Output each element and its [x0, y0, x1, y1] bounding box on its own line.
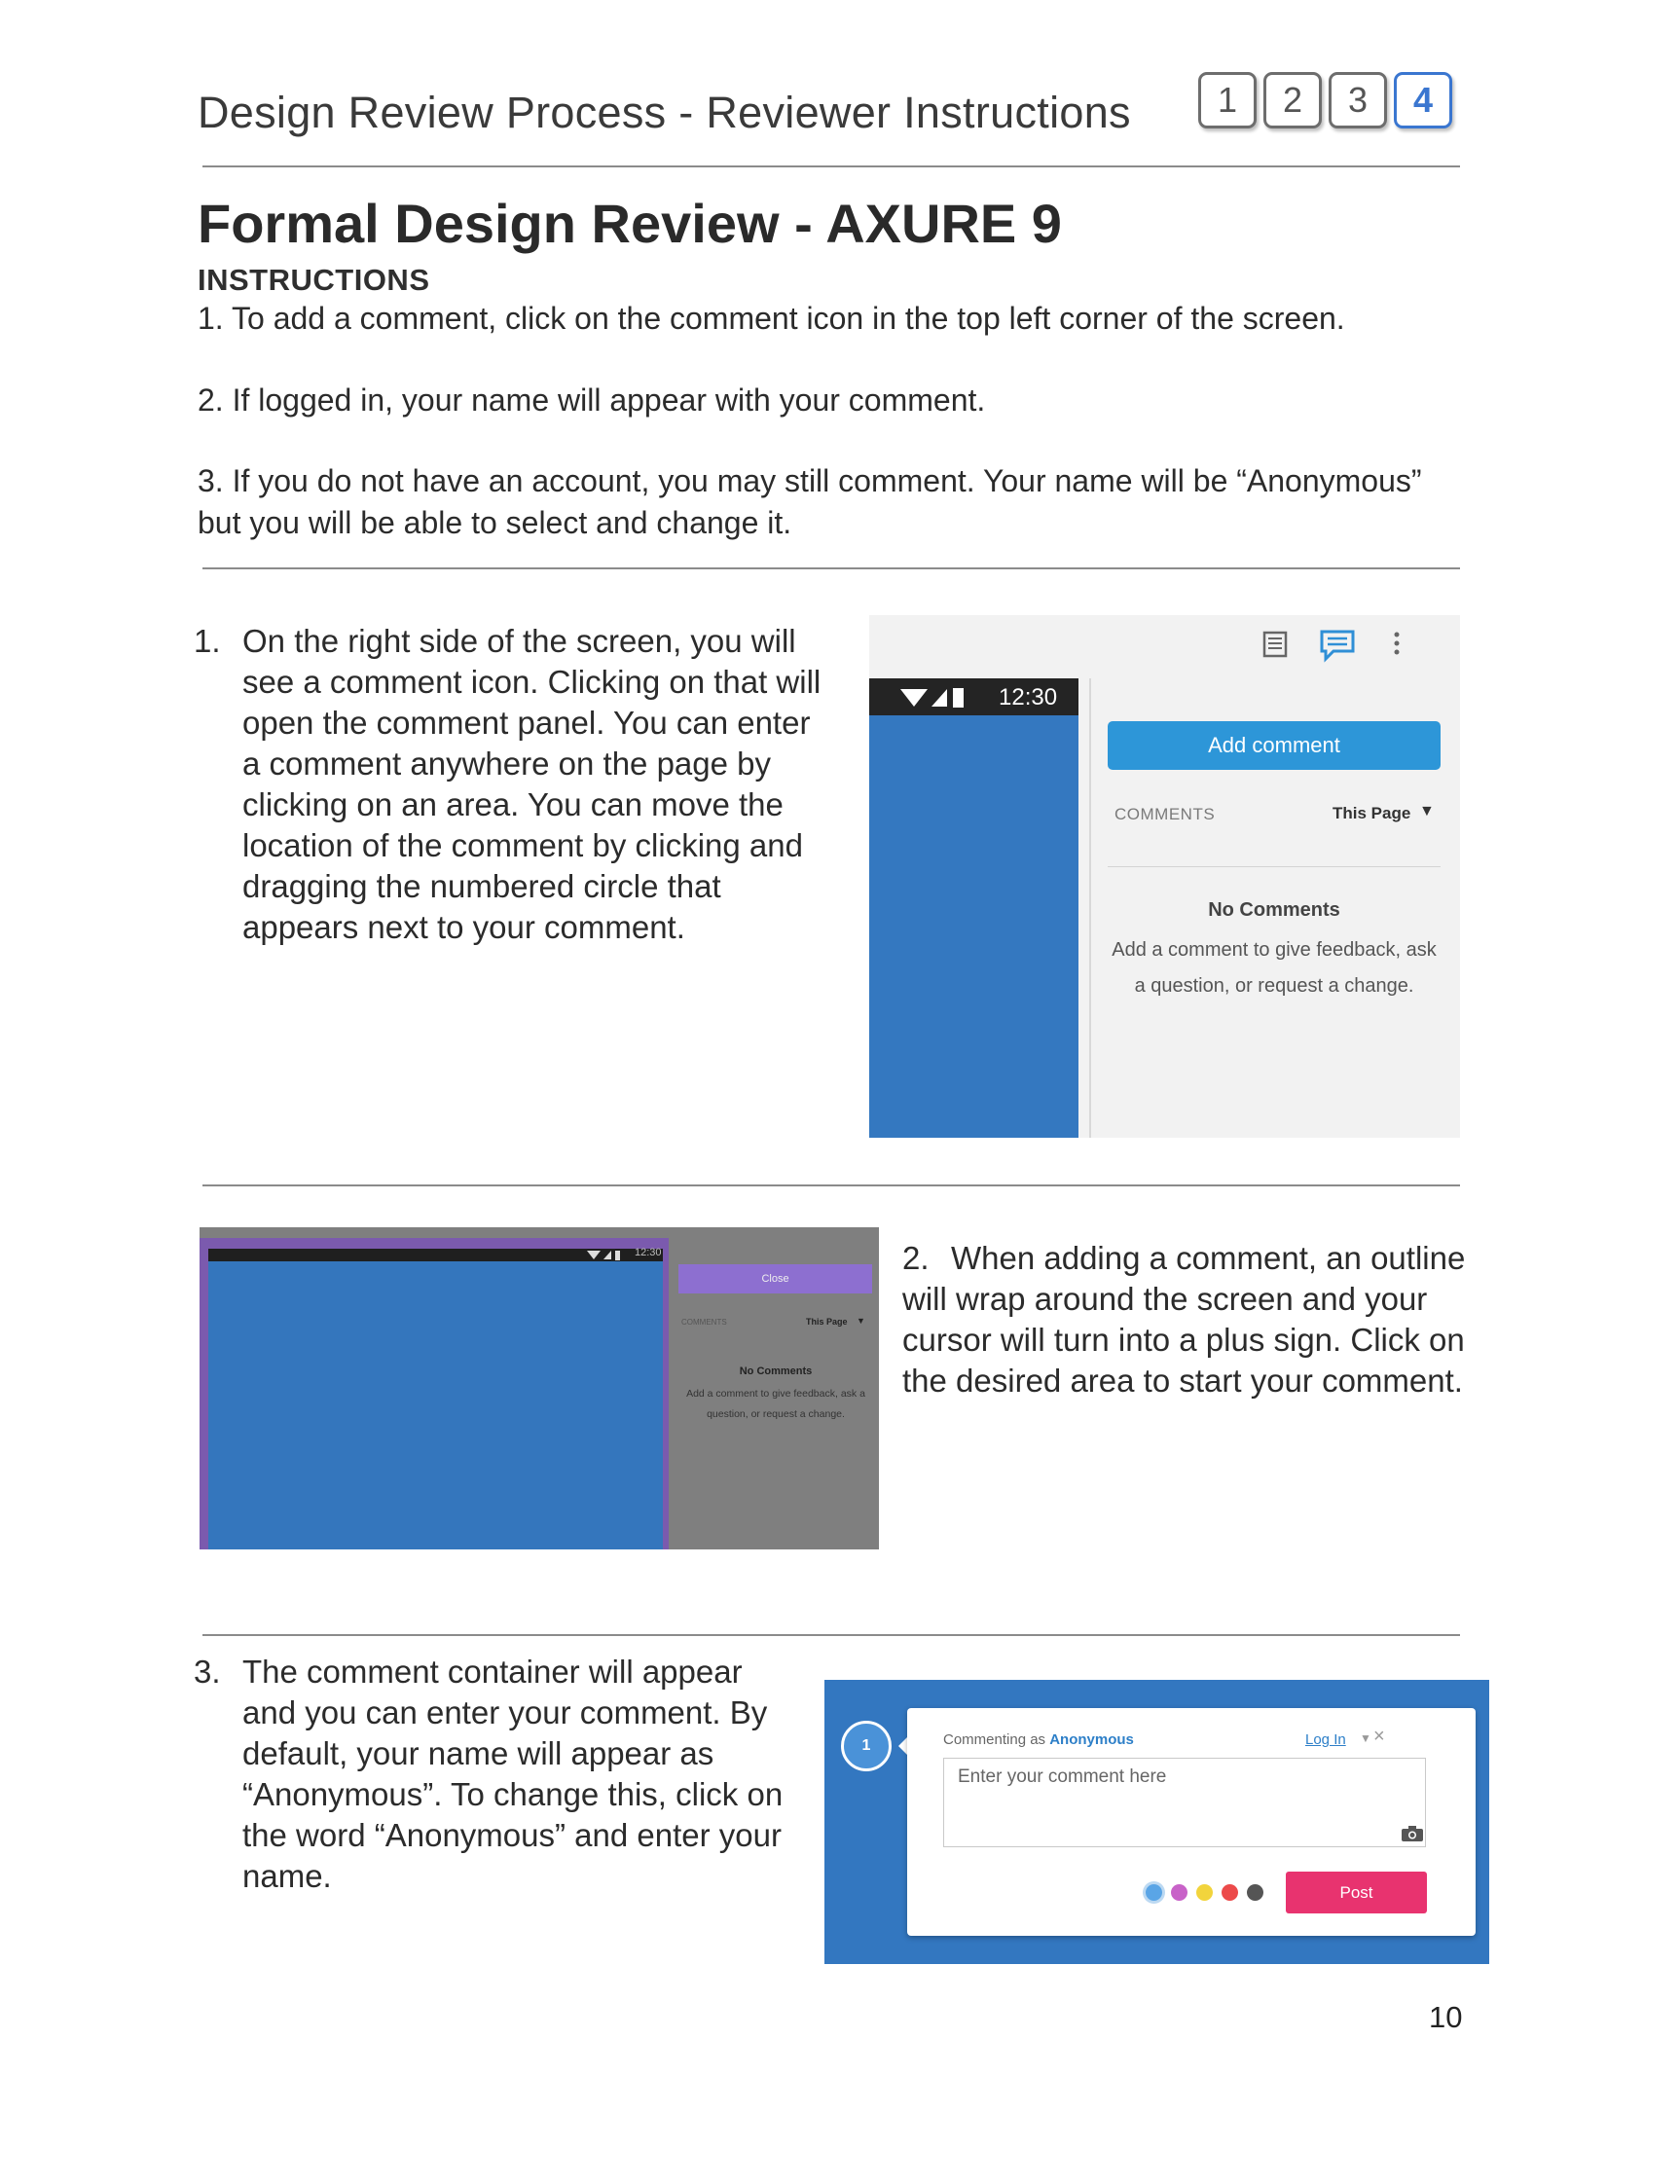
comment-container-screenshot	[824, 1680, 1489, 1964]
add-comment-button[interactable]: Add comment	[1108, 721, 1441, 770]
toolbar-icons	[1258, 625, 1404, 664]
step-1-section	[194, 621, 836, 1010]
step-2-text: When adding a comment, an outline will wrap around the screen and your cursor will turn into a plus sign. Click on the desired area to start your comment.	[902, 1240, 1466, 1399]
filter-select[interactable]: This Page	[1333, 804, 1411, 822]
comment-panel-screenshot	[869, 615, 1460, 1138]
color-swatch-red[interactable]	[1222, 1884, 1238, 1901]
step-2-section	[902, 1238, 1467, 1462]
step-1-box: 1	[1198, 72, 1257, 128]
step-indicator	[1198, 72, 1452, 128]
close-icon[interactable]: ×	[1373, 1726, 1385, 1747]
comment-mode-screenshot	[200, 1227, 879, 1549]
post-button[interactable]: Post	[1286, 1872, 1427, 1913]
status-bar	[869, 678, 1078, 715]
dropdown-caret-icon[interactable]: ▼	[1419, 803, 1435, 819]
device-screen	[869, 715, 1078, 1138]
header-title: Design Review Process - Reviewer Instructions	[198, 88, 1131, 137]
color-swatch-blue[interactable]	[1146, 1884, 1162, 1901]
step-2-number: 2.	[902, 1240, 930, 1276]
instructions-heading: INSTRUCTIONS	[198, 263, 430, 297]
step-3-section	[194, 1652, 797, 1905]
document-title: Formal Design Review - AXURE 9	[198, 193, 1062, 254]
color-picker	[1146, 1884, 1263, 1901]
no-comments-message: Add a comment to give feedback, ask a question, or request a change.	[686, 1388, 865, 1420]
device-screen	[208, 1261, 663, 1549]
comments-label: COMMENTS	[1114, 805, 1216, 823]
color-swatch-purple[interactable]	[1171, 1884, 1187, 1901]
page-number: 10	[1429, 2000, 1463, 2034]
status-bar	[208, 1249, 663, 1261]
status-time: 12:30	[635, 1247, 662, 1258]
color-swatch-dark[interactable]	[1247, 1884, 1263, 1901]
comment-icon	[1322, 632, 1353, 659]
login-link[interactable]: Log In	[1305, 1731, 1346, 1748]
comment-input[interactable]: Enter your comment here	[943, 1758, 1426, 1847]
color-swatch-yellow[interactable]	[1196, 1884, 1213, 1901]
signal-icons	[898, 686, 967, 710]
user-name-link[interactable]: Anonymous	[1049, 1731, 1134, 1748]
panel-divider	[1089, 678, 1091, 1138]
section-divider-2	[202, 1184, 1460, 1186]
comment-marker-circle[interactable]: 1	[841, 1721, 892, 1771]
signal-icons	[586, 1250, 629, 1261]
camera-icon[interactable]	[1402, 1826, 1423, 1841]
header-divider	[202, 165, 1460, 167]
step-3-number: 3.	[194, 1654, 221, 1690]
status-time: 12:30	[999, 684, 1058, 710]
step-3-text: The comment container will appear and you can enter your comment. By default, your name will appear as “Anonymous”. To change this, click on the word “Anonymous” and enter your name.	[242, 1654, 784, 1894]
step-2-box: 2	[1263, 72, 1322, 128]
no-comments-title: No Comments	[739, 1365, 813, 1377]
comment-card	[907, 1708, 1476, 1936]
login-caret-icon[interactable]: ▼	[1360, 1731, 1371, 1745]
instruction-2: 2. If logged in, your name will appear with your comment.	[198, 382, 986, 418]
no-comments-message: Add a comment to give feedback, ask a question, or request a change.	[1112, 939, 1437, 997]
step-1-number: 1.	[194, 623, 221, 659]
filter-select[interactable]: This Page	[806, 1317, 848, 1327]
section-divider-1	[202, 567, 1460, 569]
document-icon	[1264, 633, 1286, 656]
panel-separator	[1108, 866, 1441, 867]
section-divider-3	[202, 1634, 1460, 1636]
close-button[interactable]: Close	[678, 1264, 872, 1293]
instruction-1: 1. To add a comment, click on the comment icon in the top left corner of the screen.	[198, 301, 1345, 336]
step-3-box: 3	[1329, 72, 1387, 128]
commenting-as-text: Commenting as	[943, 1731, 1046, 1748]
instruction-3: 3. If you do not have an account, you may still comment. Your name will be “Anonymous” but you will be able to select and change it.	[198, 463, 1422, 540]
dropdown-caret-icon[interactable]: ▼	[857, 1316, 865, 1326]
no-comments-title: No Comments	[1208, 899, 1340, 921]
more-icon	[1395, 633, 1400, 655]
step-1-text: On the right side of the screen, you will see a comment icon. Clicking on that will open the comment panel. You can enter a comment anywhere on the page by clicking on an area. You can move the location of the comment by clicking and dragging the numbered circle that appears next to your comment.	[242, 623, 822, 945]
commenting-as-label	[943, 1731, 1134, 1748]
step-4-box-current: 4	[1394, 72, 1452, 128]
comments-label: COMMENTS	[681, 1318, 727, 1327]
